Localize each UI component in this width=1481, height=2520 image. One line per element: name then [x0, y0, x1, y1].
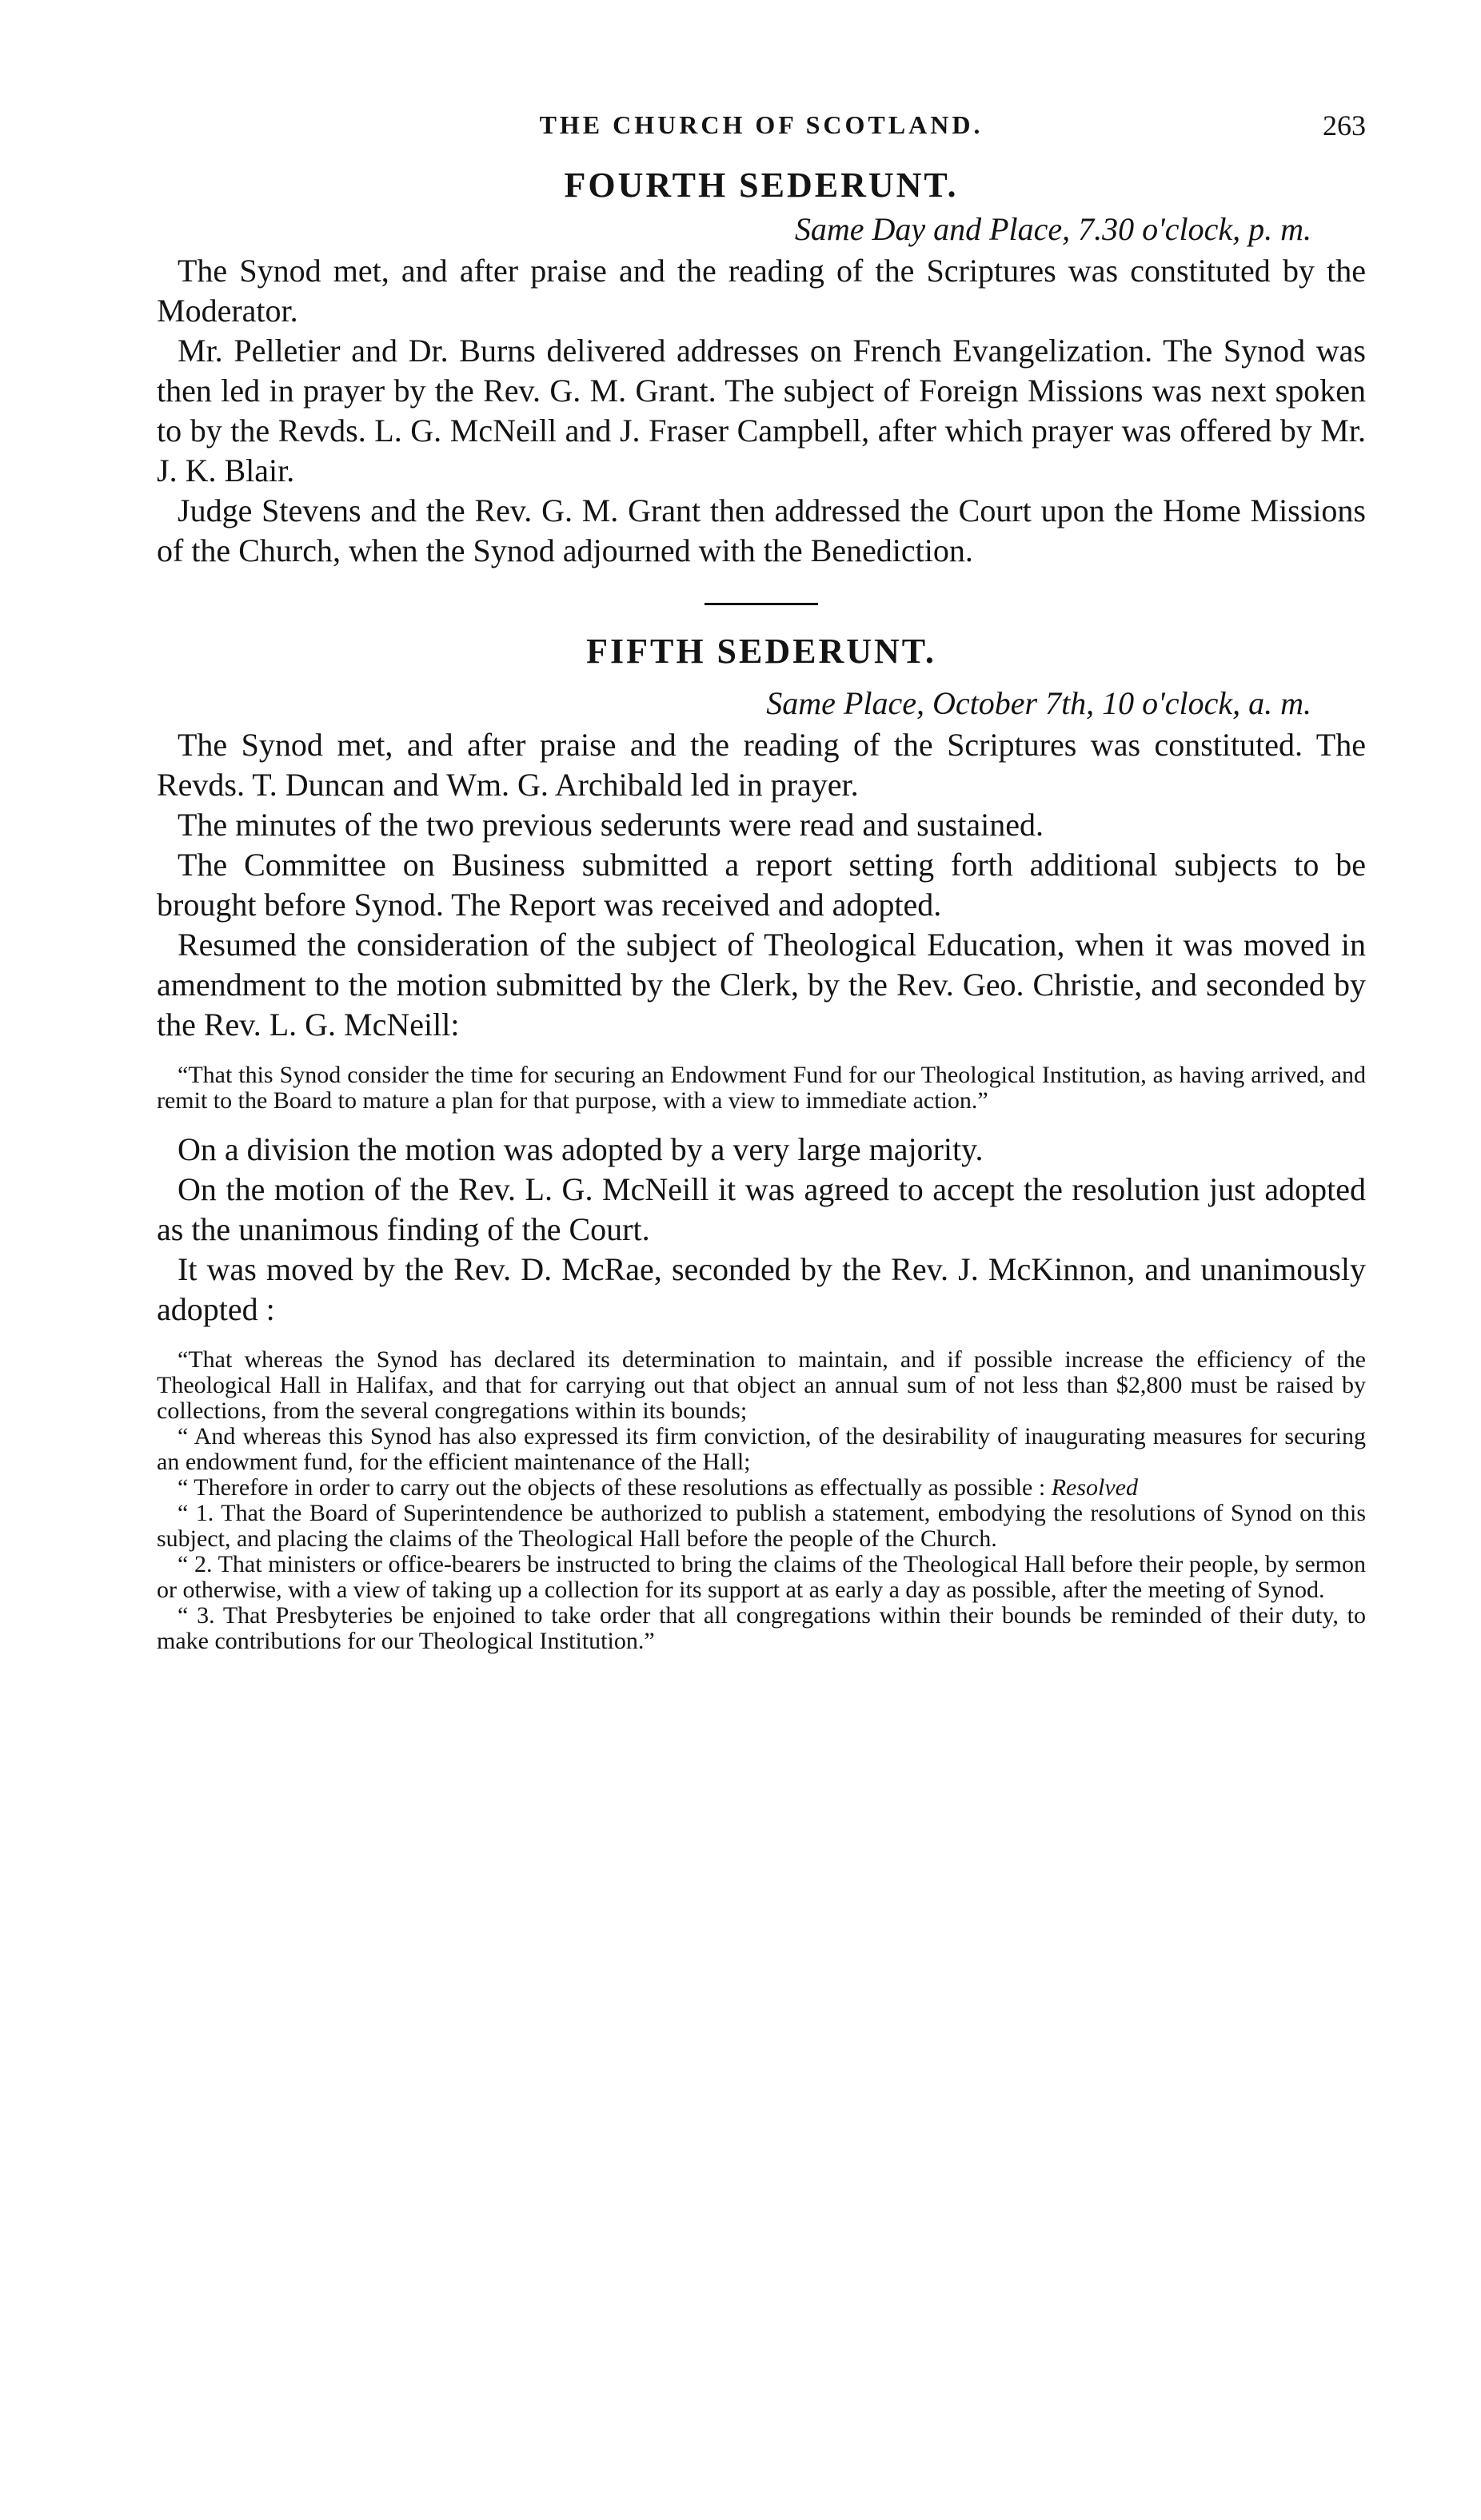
section-heading-fourth-sederunt: FOURTH SEDERUNT.	[564, 165, 959, 205]
paragraph: It was moved by the Rev. D. McRae, seconded by the Rev. J. McKinnon, and unanimously adopted :	[157, 1251, 1366, 1327]
running-title: THE CHURCH OF SCOTLAND.	[539, 110, 984, 139]
resolution-preamble: “That whereas the Synod has declared its determination to maintain, and if possible increase the efficiency of the Theological Hall in Halifax, and that for carrying out that object an annual sum of not less than $2,800 must be raised by collections, from the several congregations within its bounds;	[157, 1346, 1366, 1424]
paragraph: The minutes of the two previous sederunts were read and sustained.	[178, 807, 1044, 843]
paragraph: Mr. Pelletier and Dr. Burns delivered addresses on French Evangelization. The Synod was then led in prayer by the Rev. G. M. Grant. The subject of Foreign Missions was next spoken to by the Revds. L. G. McNeill and J. Fraser Campbell, after which prayer was offered by Mr. J. K. Blair.	[157, 333, 1366, 488]
resolution-preamble: “ And whereas this Synod has also expressed its firm conviction, of the desirability of inaugurating measures for securing an endowment fund, for the efficient maintenance of the Hall;	[157, 1423, 1366, 1475]
resolution-item: “ 2. That ministers or office-bearers be instructed to bring the claims of the Theological Hall before their people, by sermon or otherwise, with a view of taking up a collection for its support at as early a day as possible, after the meeting of Synod.	[157, 1551, 1366, 1603]
resolved-label: Resolved	[1051, 1474, 1138, 1501]
paragraph: On the motion of the Rev. L. G. McNeill it was agreed to accept the resolution just adopted as the unanimous finding of the Court.	[157, 1171, 1366, 1247]
paragraph: Resumed the consideration of the subject of Theological Education, when it was moved in amendment to the motion submitted by the Clerk, by the Rev. Geo. Christie, and seconded by the Rev. L. G. McNeill:	[157, 927, 1366, 1043]
resolution-item: “ 3. That Presbyteries be enjoined to take order that all congregations within their bounds be reminded of their duty, to make contributions for our Theological Institution.”	[157, 1602, 1366, 1654]
paragraph: On a division the motion was adopted by a very large majority.	[178, 1131, 984, 1167]
running-head	[157, 104, 1366, 152]
dateline-fourth-sederunt: Same Day and Place, 7.30 o'clock, p. m.	[794, 211, 1311, 247]
paragraph: The Synod met, and after praise and the reading of the Scriptures was constituted. The Revds. T. Duncan and Wm. G. Archibald led in prayer.	[157, 727, 1366, 803]
paragraph: The Committee on Business submitted a report setting forth additional subjects to be brought before Synod. The Report was received and adopted.	[157, 847, 1366, 923]
resolution-preamble-text: “ Therefore in order to carry out the objects of these resolutions as effectually as possible :	[178, 1474, 1052, 1501]
page-number: 263	[1323, 110, 1366, 142]
quoted-amendment: “That this Synod consider the time for securing an Endowment Fund for our Theological Institution, as having arrived, and remit to the Board to mature a plan for that purpose, with a view to immediate action.”	[157, 1062, 1366, 1114]
section-divider	[705, 603, 818, 605]
page	[157, 104, 1366, 1654]
resolution-item: “ 1. That the Board of Superintendence be authorized to publish a statement, embodying the resolutions of Synod on this subject, and placing the claims of the Theological Hall before the people of the Church.	[157, 1500, 1366, 1552]
section-heading-fifth-sederunt: FIFTH SEDERUNT.	[586, 632, 936, 671]
dateline-fifth-sederunt: Same Place, October 7th, 10 o'clock, a. m.	[766, 685, 1311, 721]
paragraph: Judge Stevens and the Rev. G. M. Grant then addressed the Court upon the Home Missions of the Church, when the Synod adjourned with the Benediction.	[157, 492, 1366, 568]
resolution-preamble	[157, 1475, 1366, 1501]
paragraph: The Synod met, and after praise and the reading of the Scriptures was constituted by the Moderator.	[157, 253, 1366, 329]
